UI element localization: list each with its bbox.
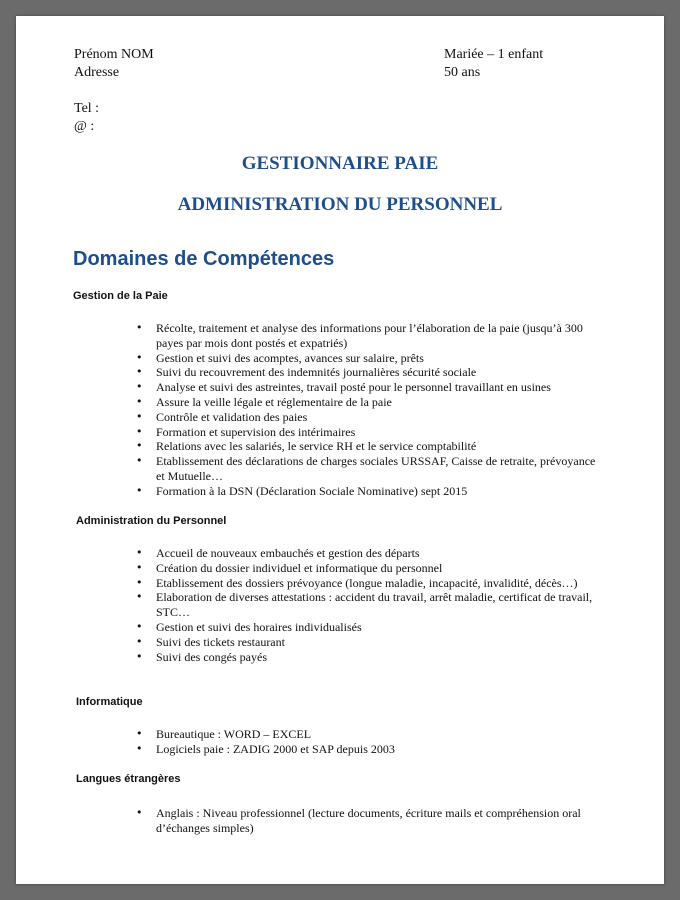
document-page	[16, 16, 664, 884]
list-item: • Suivi du recouvrement des indemnités journalières sécurité sociale	[134, 365, 604, 380]
list-item: • Création du dossier individuel et informatique du personnel	[134, 561, 604, 576]
list-item: • Formation à la DSN (Déclaration Sociale Nominative) sept 2015	[134, 484, 604, 499]
administration-list	[134, 546, 604, 664]
paie-list	[134, 321, 604, 499]
langues-list	[134, 806, 604, 836]
list-item: • Suivi des congés payés	[134, 650, 604, 665]
candidate-name: Prénom NOM	[74, 47, 154, 62]
list-item: • Etablissement des dossiers prévoyance (longue maladie, incapacité, invalidité, décès…)	[134, 576, 604, 591]
phone-label: Tel :	[74, 101, 100, 116]
list-item: • Suivi des tickets restaurant	[134, 635, 604, 650]
contact-block	[74, 100, 99, 136]
list-item: • Récolte, traitement et analyse des informations pour l’élaboration de la paie (jusqu’à 300 payes par mois dont postés et expatriés)	[134, 321, 604, 351]
list-item: • Bureautique : WORD – EXCEL	[134, 727, 604, 742]
list-item: • Elaboration de diverses attestations : accident du travail, arrêt maladie, certificat de travail, STC…	[134, 590, 604, 620]
list-item: • Contrôle et validation des paies	[134, 410, 604, 425]
section-title-paie: Gestion de la Paie	[73, 290, 168, 302]
job-subtitle: ADMINISTRATION DU PERSONNEL	[177, 194, 503, 215]
identity-block	[74, 46, 154, 82]
list-item: • Logiciels paie : ZADIG 2000 et SAP depuis 2003	[134, 742, 604, 757]
list-item: • Gestion et suivi des acomptes, avances sur salaire, prêts	[134, 351, 604, 366]
candidate-age: 50 ans	[444, 65, 481, 80]
list-item: • Anglais : Niveau professionnel (lecture documents, écriture mails et compréhension oral d’échanges simples)	[134, 806, 604, 836]
list-item: • Formation et supervision des intérimaires	[134, 425, 604, 440]
family-status: Mariée – 1 enfant	[444, 47, 544, 62]
competences-heading: Domaines de Compétences	[73, 248, 335, 270]
list-item: • Etablissement des déclarations de charges sociales URSSAF, Caisse de retraite, prévoyance et Mutuelle…	[134, 454, 604, 484]
list-item: • Accueil de nouveaux embauchés et gestion des départs	[134, 546, 604, 561]
list-item: • Analyse et suivi des astreintes, travail posté pour le personnel travaillant en usines	[134, 380, 604, 395]
list-item: • Gestion et suivi des horaires individualisés	[134, 620, 604, 635]
candidate-address: Adresse	[74, 65, 120, 80]
job-title: GESTIONNAIRE PAIE	[241, 153, 439, 174]
personal-info-block	[444, 46, 543, 82]
section-title-administration: Administration du Personnel	[76, 515, 227, 527]
section-title-langues: Langues étrangères	[76, 773, 181, 785]
list-item: • Assure la veille légale et réglementaire de la paie	[134, 395, 604, 410]
informatique-list	[134, 727, 604, 757]
section-title-informatique: Informatique	[76, 696, 143, 708]
email-label: @ :	[74, 119, 95, 134]
list-item: • Relations avec les salariés, le service RH et le service comptabilité	[134, 439, 604, 454]
